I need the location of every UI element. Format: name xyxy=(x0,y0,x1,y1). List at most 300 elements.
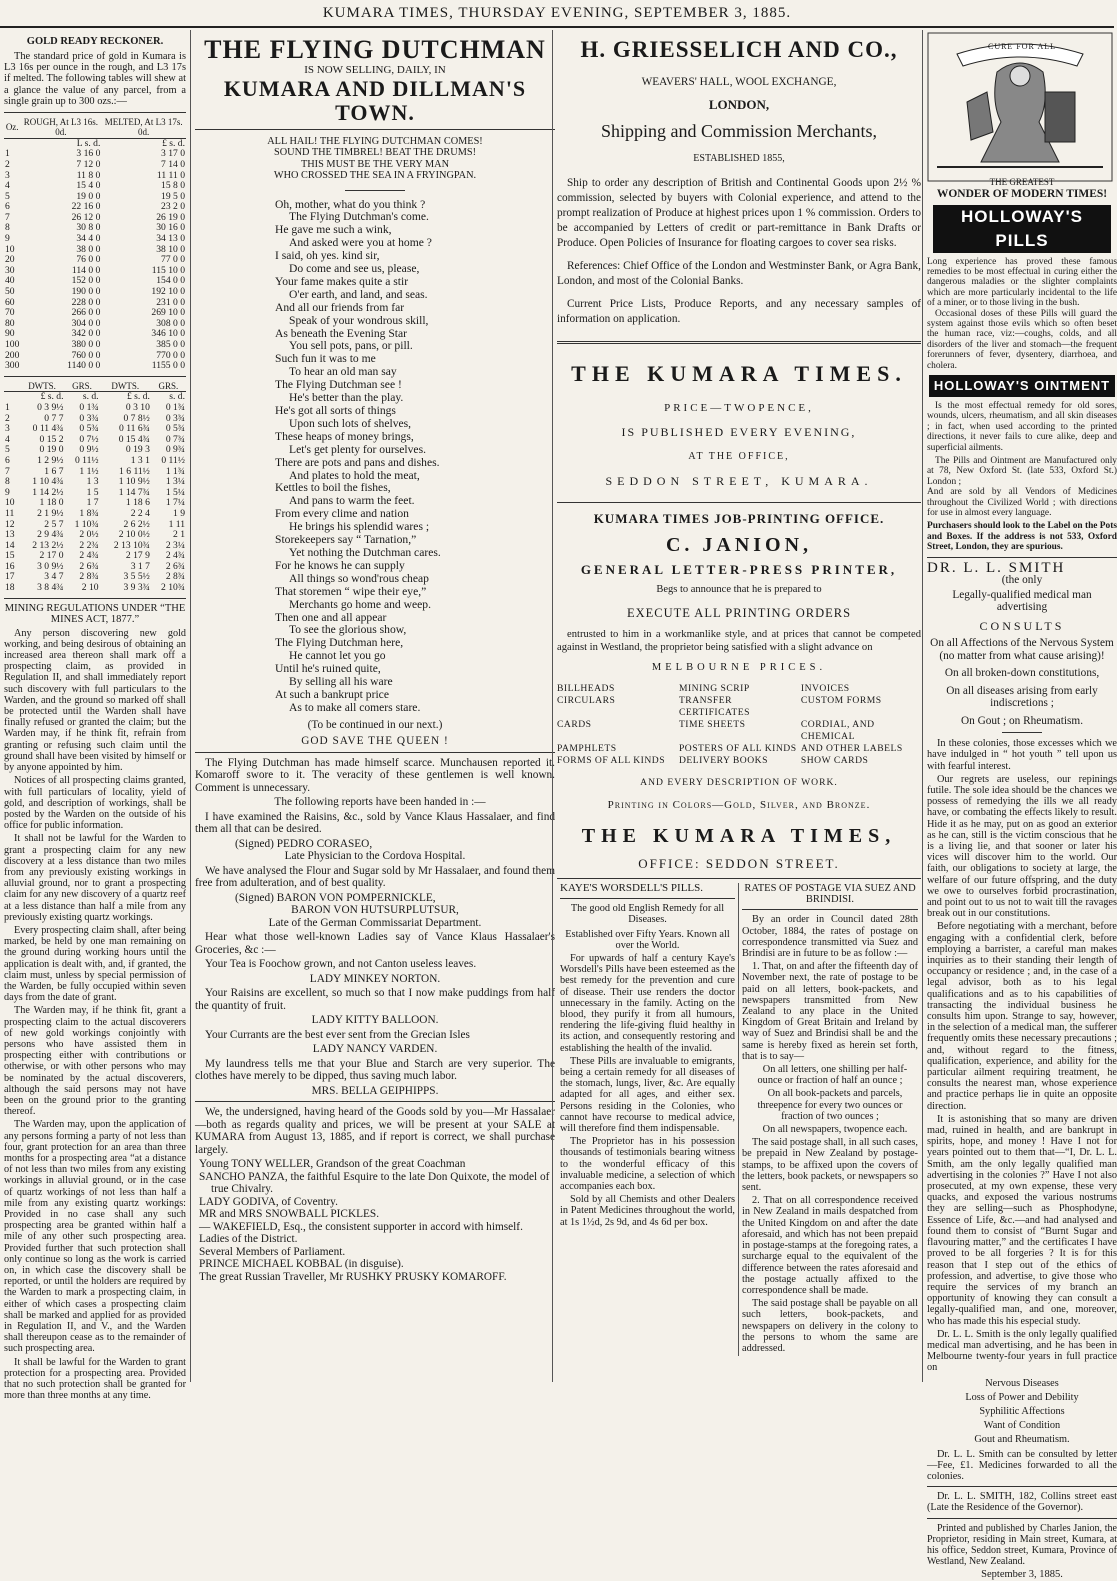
table-cell: 7 xyxy=(5,211,10,223)
printing-item: CIRCULARS xyxy=(557,694,616,706)
gold-reckoner-title: GOLD READY RECKONER. xyxy=(26,36,164,47)
imprint: Printed and published by Charles Janion, the Proprietor, residing in Main street, Kumara, at his office, Seddon street, Kumara, Province of Westland, New Zealand. xyxy=(927,1522,1117,1567)
table-cell: 1155 0 0 xyxy=(151,360,185,372)
printing-item: SHOW CARDS xyxy=(800,754,869,766)
poem-line: You sell pots, pans, or pill. xyxy=(289,339,413,353)
table-cell: 9 xyxy=(5,486,10,498)
table-cell: 0 19 0 xyxy=(39,444,64,456)
dr-smith-condition: Gout and Rheumatism. xyxy=(974,1433,1070,1445)
poem-line: Upon such lots of shelves, xyxy=(289,416,412,430)
table-cell: 1 11 xyxy=(168,518,185,530)
rates-paragraph: On all book-packets and parcels, threepence for every two ounces or fraction of two ounces ; xyxy=(757,1088,903,1122)
mining-paragraph: Any person discovering new gold working, and being desirous of obtaining an increased area thereon shall mark off a prospecting claim, as provided in Regulation II, and shall immediately report such discovery with full particulars to the Warden, and the ground so marked off shall be protected until the Warden shall have finally refused or granted the claim; but the Warden may, if he think fit, refrain from granting or refusing such claim until the ground shall have been visited by himself or by anyone appointed by him. xyxy=(4,627,186,774)
mining-paragraph: It shall be lawful for the Warden to grant protection for a prospecting area. Provided that no such protection shall be granted for more than three months at any time. xyxy=(4,1356,186,1402)
griesselich-body-2: References: Chief Office of the London and Westminster Bank, or Agra Bank, London, and most of the Colonial Banks. xyxy=(557,259,921,287)
dr-smith-paragraph: Before negotiating with a merchant, before engaging with a confidential clerk, before employing a barrister, a careful man makes inquiries as to their standing their length of occupancy or residence ; and, in the case of a legal advisor, both as to his legal qualifications and as to his capabilities of transacting the individual business he consults him upon. Strange to say, however, in the selection of a medical man, the sufferer frequently omits these necessary precautions ; and, without regard to the fitness, qualification, experience, and ability for the particular ailment requiring treatment, he consults the nearest man, whose experience and practice perhaps lie in quite an opposite direction. xyxy=(927,921,1117,1112)
testimonial-lady-4: MRS. BELLA GEIPHIPPS. xyxy=(311,1084,439,1097)
poem-continued: (To be continued in our next.) xyxy=(307,718,443,731)
table-cell: 80 xyxy=(5,317,15,329)
table-cell: 10 xyxy=(5,243,15,255)
table-cell: 154 0 0 xyxy=(156,275,185,287)
table-cell: 0 9½ xyxy=(79,444,99,456)
rates-title: RATES OF POSTAGE VIA SUEZ AND BRINDISI. xyxy=(744,883,916,906)
table-cell: 1 18 6 xyxy=(125,497,150,509)
divider xyxy=(345,190,405,191)
table-cell: 26 19 0 xyxy=(156,211,185,223)
gold-reckoner-intro: The standard price of gold in Kumara is L3 16s per ounce in the rough, and L3 17s if melted. The following tables will shew at a glance the value of any parcel, from a single grain up to 300 ozs.:— xyxy=(4,50,186,108)
dutchman-para-10: We, the undersigned, having heard of the Goods sold by you—Mr Hassalaer—both as regards quality and prices, we will be present at your SALE at KUMARA from August 13, 1885, and if report is correct, we shall purchase largely. xyxy=(195,1106,555,1156)
table-row xyxy=(4,160,186,171)
printing-items-row xyxy=(557,755,921,767)
table-cell: 1 3 1 xyxy=(130,454,150,466)
table-cell: 17 xyxy=(5,571,15,583)
gold-table-ounces xyxy=(4,117,186,372)
table-cell: 266 0 0 xyxy=(71,307,101,319)
mining-paragraph: It shall not be lawful for the Warden to grant a prospecting claim for any new discovery at a less distance than two miles from any previously existing workings in alluvial ground, nor to grant a prospecting claim for any new discovery of a quartz reef at a less distance than half a mile from any previously existing quartz workings. xyxy=(4,833,186,923)
rates-paragraph: 1. That, on and after the fifteenth day of November next, the rate of postage to be paid on all letters, book-packets, and newspapers transmitted from New Zealand to any place in the United Kingdom of Great Britain and Ireland by way of Suez and Brindisi shall be and the same is hereby fixed as herein set forth, that is to say— xyxy=(742,961,918,1062)
poem-line: I said, oh yes. kind sir, xyxy=(275,249,380,263)
table-cell: 1 6 11½ xyxy=(119,465,150,477)
poem-line: He cannot let you go xyxy=(289,649,386,663)
table-cell: 30 8 0 xyxy=(76,222,101,234)
table-cell: 3 1 7 xyxy=(130,560,150,572)
dr-smith-name: DR. L. L. SMITH xyxy=(927,559,1066,576)
table-header: ROUGH, At L3 16s. 0d. xyxy=(20,117,101,139)
table-cell: 18 xyxy=(5,582,15,594)
table-cell: 2 1 9½ xyxy=(37,507,64,519)
table-cell: 2 13 10¾ xyxy=(113,539,150,551)
printing-items-row xyxy=(557,683,921,695)
undersigned-names xyxy=(195,1158,555,1283)
poem-line: Oh, mother, what do you think ? xyxy=(275,197,426,211)
table-cell: 15 4 0 xyxy=(76,180,101,192)
dutchman-para-8: Your Currants are the best ever sent from the Grecian Isles xyxy=(205,1028,470,1041)
table-cell: 1 10 4¾ xyxy=(32,476,64,488)
kaye-pills-ad xyxy=(557,883,739,1356)
table-cell: 0 5¾ xyxy=(79,423,99,435)
divider xyxy=(927,1518,1117,1519)
table-cell: 3 16 0 xyxy=(76,148,101,160)
mining-paragraph: Every prospecting claim shall, after being marked, be held by one man remaining on the ground during working hours until the application is dealt with, and, if granted, the claim must, unless by special permission of the Warden, be fully occupied within seven days from the date of grant. xyxy=(4,924,186,1004)
dr-smith-conditions xyxy=(927,1377,1117,1447)
poem-line: Merchants go home and weep. xyxy=(289,597,431,611)
poem-line: To see the glorious show, xyxy=(289,623,407,637)
dr-smith-condition: Want of Condition xyxy=(983,1419,1061,1431)
table-cell: 1 xyxy=(5,148,10,160)
printing-item: FORMS OF ALL KINDS xyxy=(557,754,666,766)
table-cell: 0 11 6¾ xyxy=(119,423,150,435)
poem-stanza xyxy=(275,663,555,715)
printing-items-row xyxy=(557,743,921,755)
dr-smith-paragraph: Dr. L. L. Smith is the only legally qualified medical man advertising, and he has been in Melbourne twenty-four years in full practice on xyxy=(927,1328,1117,1374)
printing-item: CORDIAL, AND CHEMICAL xyxy=(800,718,875,742)
printing-item: BILLHEADS xyxy=(557,682,615,694)
table-cell: 6 xyxy=(5,201,10,213)
table-cell: 1 1¾ xyxy=(165,465,185,477)
table-cell: 342 0 0 xyxy=(71,328,101,340)
table-cell: 1 10 9½ xyxy=(118,476,150,488)
table-cell: 0 3¾ xyxy=(79,412,99,424)
table-subheader: L s. d. xyxy=(76,137,101,149)
griesselich-body-3: Current Price Lists, Produce Reports, and any necessary samples of information on application. xyxy=(557,297,921,325)
dr-smith-condition: Nervous Diseases xyxy=(985,1377,1059,1389)
poem-line: Speak of your wondrous skill, xyxy=(289,313,429,327)
intro-line: ALL HAIL! THE FLYING DUTCHMAN COMES! xyxy=(267,135,483,147)
griesselich-established: ESTABLISHED 1855, xyxy=(693,153,785,164)
table-cell: 11 11 0 xyxy=(156,169,185,181)
table-cell: 231 0 0 xyxy=(156,296,185,308)
table-cell: 1 5 xyxy=(86,486,99,498)
table-cell: 34 13 0 xyxy=(156,233,185,245)
testimonial-lady-3: LADY NANCY VARDEN. xyxy=(312,1043,438,1056)
table-cell: 3 xyxy=(5,423,10,435)
table-cell: 1 7 xyxy=(86,497,99,509)
divider xyxy=(4,598,186,599)
intro-line: SOUND THE TIMBREL! BEAT THE DRUMS! xyxy=(273,147,477,158)
poem-stanza xyxy=(275,457,555,509)
table-cell: 0 7¾ xyxy=(165,433,185,445)
undersigned-name: Several Members of Parliament. xyxy=(199,1245,346,1258)
printing-items-list xyxy=(557,683,921,767)
table-cell: 7 xyxy=(5,465,10,477)
dr-smith-legally: Legally-qualified medical man advertising xyxy=(952,588,1092,614)
poem-line: These heaps of money brings, xyxy=(275,429,414,443)
printing-item: CUSTOM FORMS xyxy=(800,694,882,706)
table-cell: 0 15 2 xyxy=(39,433,64,445)
table-cell: 3 9 3¾ xyxy=(123,582,150,594)
dr-smith-gout: On Gout ; on Rheumatism. xyxy=(960,714,1084,727)
printing-item: TRANSFER CERTIFICATES xyxy=(678,694,750,718)
kaye-paragraph: For upwards of half a century Kaye's Worsdell's Pills have been esteemed as the best remedy for the prevention and cure of disease. Their use renders the doctor unnecessary in the family. Acting on the blood, they purify it from all humours, rendering the life-giving fluid healthy in its action, and consequently restoring and establishing the health of the invalid. xyxy=(560,953,735,1054)
holloway-pills-banner: HOLLOWAY'S PILLS xyxy=(933,205,1111,253)
divider xyxy=(742,909,918,910)
rates-paragraph: On all newspapers, twopence each. xyxy=(762,1124,908,1136)
griesselich-firm-name: H. GRIESSELICH AND CO., xyxy=(580,37,898,62)
table-cell: 1 3¼ xyxy=(165,476,185,488)
table-cell: 30 16 0 xyxy=(156,222,185,234)
table-cell: 0 1¾ xyxy=(79,401,99,413)
table-cell: 2 9 4¾ xyxy=(37,529,64,541)
flying-dutchman-subtitle: IS NOW SELLING, DAILY, IN xyxy=(304,64,446,76)
holloway-ointment-banner: HOLLOWAY'S OINTMENT xyxy=(929,375,1115,397)
table-subheader: £ s. d. xyxy=(162,137,185,149)
poem-line: Do come and see us, please, xyxy=(289,262,420,276)
flying-dutchman-intro xyxy=(195,136,555,182)
testimonial-lady-2: LADY KITTY BALLOON. xyxy=(311,1014,439,1027)
table-cell: 15 8 0 xyxy=(161,180,185,192)
poem-line: For he knows he can supply xyxy=(275,558,405,572)
table-cell: 26 12 0 xyxy=(71,211,101,223)
dr-smith-paragraph: In these colonies, those excesses which we have indulged in “ hot youth ” tell upon us with fearful interest. xyxy=(927,738,1117,772)
table-subheader: s. d. xyxy=(82,391,99,403)
mining-paragraph: The Warden may, upon the application of any persons forming a party of not less than four, grant protection for an area than three months for a prospecting area “at a distance of not less than two miles from any existing workings in alluvial ground, or in the case of quartz workings of not less than half a mile from any existing quartz workings: Provided in no case shall any such prospecting area be granted within half a mile of any other such prospecting area. Provided further that such protection shall only continue so long as the work is carried on, in which case the discovery shall be reported, or until the holders are required by the Warden to mark a prospecting claim, in either of which cases a prospecting claim shall be marked and applied for as provided in Regulation II, and V., and the Warden shall thereupon cease as to the remainder of such prospecting area. xyxy=(4,1119,186,1355)
divider xyxy=(927,557,1117,558)
table-cell: 0 3¾ xyxy=(165,412,185,424)
table-cell: 1 6 7 xyxy=(44,465,64,477)
table-cell: 1 2 9½ xyxy=(37,454,64,466)
poem-line: Your fame makes quite a stir xyxy=(275,274,409,288)
dutchman-para-9: My laundress tells me that your Blue and Starch are very superior. The clothes have merely to be dipped, thus saving much labor. xyxy=(195,1057,555,1083)
table-cell: 0 19 3 xyxy=(125,444,150,456)
kumara-times-street: SEDDON STREET, KUMARA. xyxy=(605,474,873,488)
table-cell: 20 xyxy=(5,254,15,266)
table-cell: 50 xyxy=(5,286,15,298)
table-cell: 40 xyxy=(5,275,15,287)
table-header: Oz. xyxy=(4,117,20,139)
table-cell: 2 8¾ xyxy=(79,571,99,583)
god-save-queen: GOD SAVE THE QUEEN ! xyxy=(301,735,449,748)
table-cell: 1 9 xyxy=(173,507,185,519)
dutchman-para-6: Your Tea is Foochow grown, and not Canton useless leaves. xyxy=(205,958,477,971)
job-printing-office: KUMARA TIMES JOB-PRINTING OFFICE. xyxy=(593,510,885,526)
poem-line: He's got all sorts of things xyxy=(275,404,396,417)
dr-smith-body xyxy=(927,738,1117,1373)
dr-smith-address: Dr. L. L. SMITH, 182, Collins street east (Late the Residence of the Governor). xyxy=(927,1491,1117,1514)
griesselich-trade: Shipping and Commission Merchants, xyxy=(601,121,877,141)
table-cell: 3 0 9½ xyxy=(37,560,64,572)
holloway-ointment-text-2: The Pills and Ointment are Manufactured only at 78, New Oxford St. (late 533, Oxford St.) London ; xyxy=(927,456,1117,487)
table-cell: 385 0 0 xyxy=(156,339,185,350)
wonder-headline: WONDER OF MODERN TIMES! xyxy=(936,188,1108,200)
table-cell: 346 10 0 xyxy=(151,328,185,340)
dr-smith-condition: Loss of Power and Debility xyxy=(965,1391,1079,1403)
table-cell: 760 0 0 xyxy=(71,349,101,361)
table-cell: 114 0 0 xyxy=(71,264,101,276)
table-cell: 23 2 0 xyxy=(161,201,185,213)
greatest-label: THE GREATEST xyxy=(989,176,1055,187)
table-cell: 1 1½ xyxy=(79,465,99,477)
poem-stanza xyxy=(275,353,555,405)
table-cell: 200 xyxy=(5,349,20,361)
undersigned-name: SANCHO PANZA, the faithful Esquire to the late Don Quixote, the model of true Chivalry. xyxy=(199,1170,550,1196)
griesselich-body-1: Ship to order any description of British and Continental Goods upon 2½ % commission, selected by buyers with Colonial experience, and attend to the prompt realization of Produce at highest prices upon 1 % commission. Orders to be accompanied by Letters of credit or part-remittance in Bank Drafts or Produce. Open Policies of Insurance for floating cargoes to cover sea risks. xyxy=(557,176,921,249)
table-cell: 115 10 0 xyxy=(151,264,185,276)
table-cell: 30 xyxy=(5,264,15,276)
table-header: GRS. xyxy=(151,381,186,392)
poem-line: And plates to hold the meat, xyxy=(289,468,420,482)
janion-execute: EXECUTE ALL PRINTING ORDERS xyxy=(626,605,852,620)
kaye-paragraph: The Proprietor has in his possession thousands of testimonials bearing witness to the wonderful efficacy of this invaluable medicine, a selection of which accompanies each box. xyxy=(560,1136,735,1193)
table-cell: 0 7 8½ xyxy=(123,412,150,424)
kumara-times-office: OFFICE: SEDDON STREET. xyxy=(638,855,840,871)
table-cell: 15 xyxy=(5,550,15,562)
poem-line: At such a bankrupt price xyxy=(275,687,389,701)
table-cell: 2 6¾ xyxy=(165,560,185,572)
poem-line: Storekeepers say “ Tarnation,” xyxy=(275,533,417,547)
kaye-subtitle: The good old English Remedy for all Diseases. xyxy=(570,903,725,926)
every-description: AND EVERY DESCRIPTION OF WORK. xyxy=(640,776,838,788)
janion-begs: Begs to announce that he is prepared to xyxy=(656,584,822,595)
table-cell: 152 0 0 xyxy=(71,275,101,287)
table-cell: 190 0 0 xyxy=(71,286,101,298)
printing-item: MINING SCRIP xyxy=(678,682,750,694)
poem-line: He's better than the play. xyxy=(289,391,404,405)
table-cell: 2 2¾ xyxy=(79,539,99,551)
dutchman-para-7: Your Raisins are excellent, so much so that I now make puddings from half the quantity of fruit. xyxy=(195,987,555,1012)
table-row xyxy=(4,403,186,414)
dr-smith-affections: On all Affections of the Nervous System (no matter from what cause arising)! xyxy=(930,637,1114,662)
poem xyxy=(195,199,555,715)
table-cell: 2 2 4 xyxy=(130,507,150,519)
dr-smith-diseases: On all diseases arising from early indiscretions ; xyxy=(946,684,1098,710)
kaye-title: KAYE'S WORSDELL'S PILLS. xyxy=(560,882,704,894)
table-cell: 0 9¾ xyxy=(165,444,185,456)
table-cell: 0 7 7 xyxy=(44,412,64,424)
table-cell: 8 xyxy=(5,222,10,234)
divider xyxy=(927,1486,1117,1487)
printing-item: PAMPHLETS xyxy=(557,742,617,754)
table-subheader: £ s. d. xyxy=(126,391,150,403)
table-cell: 0 7½ xyxy=(79,433,99,445)
holloway-pills-text-2: Occasional doses of these Pills will guard the system against those evils which so often beset the human race, viz:—coughs, colds, and all disorders of the liver and stomach—the frequent forerunners of fever, dysentery, diarrhoea, and cholera. xyxy=(927,308,1117,371)
table-cell: 3 8 4¾ xyxy=(37,582,64,594)
table-cell: 1 14 2½ xyxy=(32,486,64,498)
table-cell: 5 xyxy=(5,444,10,456)
poem-line: By selling all his ware xyxy=(289,675,393,689)
table-cell: 22 16 0 xyxy=(71,201,101,213)
table-cell: 2 1 xyxy=(173,529,185,541)
printing-item: DELIVERY BOOKS xyxy=(678,754,768,766)
table-header: MELTED, At L3 17s. 0d. xyxy=(101,117,186,139)
kumara-times-price: PRICE—TWOPENCE, xyxy=(664,401,814,414)
table-cell: 8 xyxy=(5,476,10,488)
table-cell: 2 6 2½ xyxy=(123,518,150,530)
table-cell: 770 0 0 xyxy=(156,349,185,361)
table-cell: 2 3¼ xyxy=(165,539,185,551)
poem-line: As to make all comers stare. xyxy=(289,700,421,714)
table-cell: 1 10¾ xyxy=(74,518,99,530)
table-cell: 192 10 0 xyxy=(151,286,185,298)
dutchman-para-2: The following reports have been handed in :— xyxy=(274,796,486,809)
signature-1: (Signed) PEDRO CORASEO, xyxy=(235,837,373,850)
table-cell: 76 0 0 xyxy=(76,254,101,266)
table-row xyxy=(4,456,186,467)
poem-line: Then one and all appear xyxy=(275,610,387,624)
mining-paragraph: The Warden may, if he think fit, grant a prospecting claim to the actual discoverers of new gold workings conjointly with persons who have assisted them in prospecting either with contributions or otherwise, or with other persons who may be nominated by the actual discoverers, although the said persons may not have been on the ground prior to the granting thereof. xyxy=(4,1005,186,1118)
poem-line: Until he's ruined quite, xyxy=(275,662,381,676)
table-cell: 0 3 10 xyxy=(125,401,150,413)
lower-ads xyxy=(557,883,921,1356)
undersigned-name: LADY GODIVA, of Coventry. xyxy=(199,1195,338,1208)
mining-regulations-title: MINING REGULATIONS UNDER “THE MINES ACT, 1877.” xyxy=(4,602,186,626)
table-cell: 2 4¾ xyxy=(165,550,185,562)
imprint-date: September 3, 1885. xyxy=(981,1568,1063,1580)
gold-table-dwts xyxy=(4,381,186,594)
divider xyxy=(4,112,186,113)
griesselich-city: LONDON, xyxy=(708,96,770,112)
column-holloway-and-doctor xyxy=(922,30,1117,1580)
postage-rates-notice xyxy=(739,883,921,1356)
table-subheader: £ s. d. xyxy=(40,391,64,403)
holloway-pills-text: Long experience has proved these famous remedies to be most effectual in curing either the dangerous maladies or the slighter complaints which are more particularly incidental to the life of a miner, or to those living in the bush. xyxy=(927,256,1117,309)
divider xyxy=(195,752,555,753)
table-row xyxy=(4,583,186,594)
flying-dutchman-title: THE FLYING DUTCHMAN xyxy=(204,35,546,64)
table-cell: 100 xyxy=(5,339,20,350)
table-cell: 4 xyxy=(5,180,10,192)
table-cell: 2 xyxy=(5,412,10,424)
poem-stanza xyxy=(275,199,555,251)
undersigned-name: Ladies of the District. xyxy=(199,1233,298,1246)
dr-smith-consult: Dr. L. L. Smith can be consulted by letter—Fee, £1. Medicines forwarded to all the colonies. xyxy=(927,1448,1117,1482)
poem-line: And all our friends from far xyxy=(275,300,405,314)
janion-trade: GENERAL LETTER-PRESS PRINTER, xyxy=(580,561,898,577)
table-cell: 16 xyxy=(5,560,15,572)
table-cell: 2 10¾ xyxy=(161,582,185,594)
masthead: KUMARA TIMES, THURSDAY EVENING, SEPTEMBER 3, 1885. xyxy=(0,0,1114,28)
kumara-times-at-office: AT THE OFFICE, xyxy=(688,450,790,462)
poem-line: All things so wond'rous cheap xyxy=(289,571,429,585)
table-subheader: s. d. xyxy=(169,391,185,403)
poem-line: The Flying Dutchman's come. xyxy=(289,210,429,224)
signature-2-title: Late of the German Commissariat Department. xyxy=(268,916,482,929)
table-cell: 7 12 0 xyxy=(76,158,101,170)
table-cell: 60 xyxy=(5,296,15,308)
table-cell: 7 14 0 xyxy=(161,158,185,170)
poem-line: That storemen “ wipe their eye,” xyxy=(275,584,427,598)
table-cell: 2 xyxy=(5,158,10,170)
dr-smith-paragraph: It is astonishing that so many are driven mad, ruined in health, and are bankrupt in spirits, hope, and money ! Have I not for years pointed out to them that—“I, Dr. L. L. Smith, am the only legally qualified man advertising in the colonies ?” Have I not also prosecuted, at my own expense, these very quacks, and exposed the various nostrums they are selling—such as Phosphodyne, Essence of Life, &c.—and had analysed and found them to consist of “Burnt Sugar and flavouring matter,” and the certificates I have proved to be all forgeries ? It is for this reason that I step out of the ethics of profession, and advertise, to give those who require the services of my branch an opportunity of knowing they can consult a legally-qualified man, and one, moreover, who has made this his especial study. xyxy=(927,1113,1117,1327)
table-cell: 6 xyxy=(5,454,10,466)
divider xyxy=(195,1101,555,1102)
undersigned-name: PRINCE MICHAEL KOBBAL (in disguise). xyxy=(199,1258,404,1271)
table-cell: 2 0½ xyxy=(79,529,99,541)
divider xyxy=(195,129,555,130)
divider xyxy=(1002,732,1042,733)
printing-items-row xyxy=(557,719,921,743)
rates-paragraph: On all letters, one shilling per half-ounce or fraction of half an ounce ; xyxy=(757,1064,908,1087)
table-cell: 2 8¾ xyxy=(165,571,185,583)
table-cell: 19 0 0 xyxy=(76,190,101,202)
printing-item: INVOICES xyxy=(800,682,850,694)
mining-regulations-body xyxy=(4,628,186,1402)
mining-paragraph: Notices of all prospecting claims granted, with full particulars of locality, yield of gold, and description of workings, shall be posted by the Warden on the outside of his office for public information. xyxy=(4,775,186,832)
divider xyxy=(557,341,921,344)
griesselich-address: WEAVERS' HALL, WOOL EXCHANGE, xyxy=(641,76,837,88)
printing-item: AND OTHER LABELS xyxy=(800,742,903,754)
table-cell: 2 10 0½ xyxy=(118,529,150,541)
dr-smith-consults: CONSULTS xyxy=(979,618,1065,633)
kumara-times-title: THE KUMARA TIMES. xyxy=(571,360,907,386)
kaye-body xyxy=(560,953,735,1228)
poem-line: He gave me such a wink, xyxy=(275,223,392,237)
kumara-times-published: IS PUBLISHED EVERY EVENING, xyxy=(621,425,857,439)
cure-for-all-illustration xyxy=(927,32,1117,176)
kumara-times-title-2: THE KUMARA TIMES, xyxy=(581,824,897,847)
kaye-paragraph: Sold by all Chemists and other Dealers in Patent Medicines throughout the world, at 1s 1½d, 2s 9d, and 4s 6d per box. xyxy=(560,1194,735,1228)
printing-items-row xyxy=(557,695,921,719)
table-row xyxy=(4,361,186,372)
poem-line: From every clime and nation xyxy=(275,507,409,521)
poem-line: Kettles to boil the fishes, xyxy=(275,481,391,495)
table-cell: 0 3 9½ xyxy=(37,401,64,413)
poem-line: As beneath the Evening Star xyxy=(275,326,408,340)
table-cell: 304 0 0 xyxy=(71,317,101,329)
dutchman-para-1: The Flying Dutchman has made himself scarce. Munchausen reported it. Komaroff swore to it. The veracity of these gentlemen is well known. Comment is unnecessary. xyxy=(195,756,555,794)
column-flying-dutchman xyxy=(190,30,555,1382)
janion-name: C. JANION, xyxy=(665,534,813,556)
table-cell: 5 xyxy=(5,190,10,202)
divider xyxy=(557,878,921,879)
table-cell: 1 18 0 xyxy=(39,497,64,509)
table-cell: 380 0 0 xyxy=(71,339,101,350)
table-cell: 1 7¼ xyxy=(165,497,185,509)
cure-for-all-banner: CURE FOR ALL xyxy=(987,41,1056,51)
table-cell: 12 xyxy=(5,518,15,530)
table-cell: 1 14 7¾ xyxy=(118,486,150,498)
rates-paragraph: By an order in Council dated 28th October, 1884, the rates of postage on correspondence transmitted via Suez and Brindisi are in future to be as follow :— xyxy=(742,914,918,960)
undersigned-name: — WAKEFIELD, Esq., the consistent supporter in accord with himself. xyxy=(199,1220,523,1233)
